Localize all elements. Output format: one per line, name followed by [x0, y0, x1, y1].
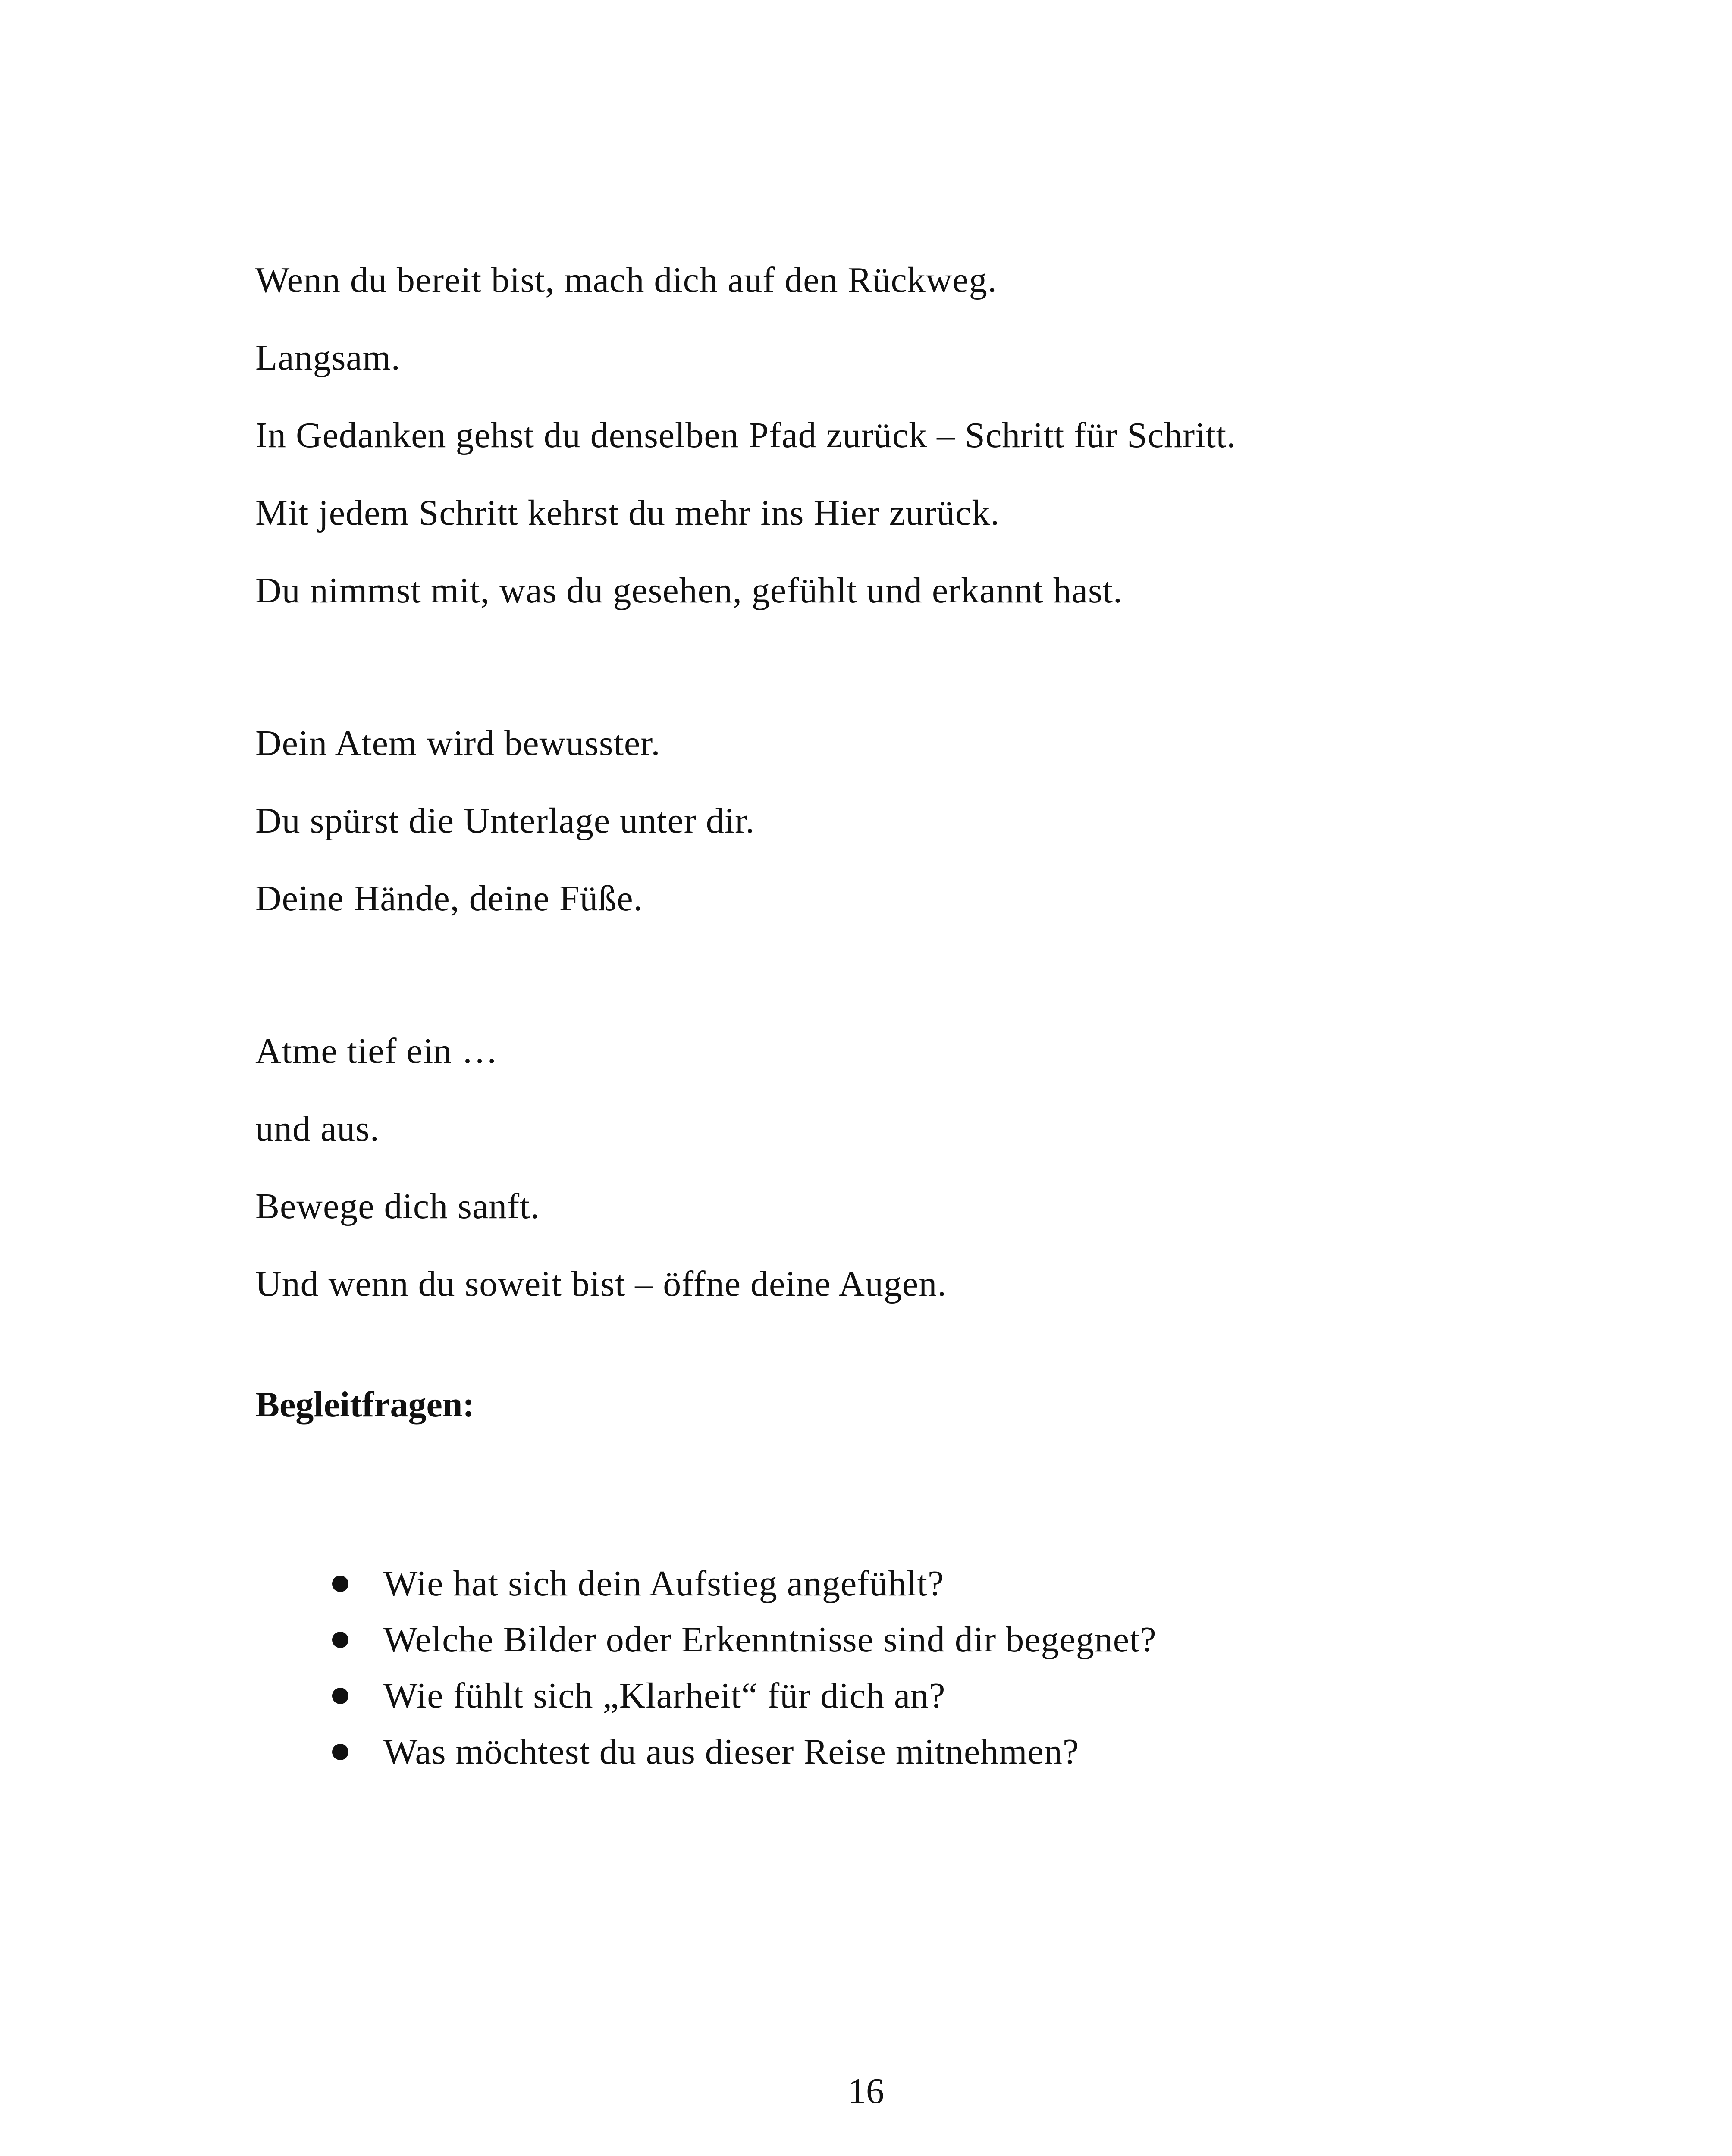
paragraph-gap [255, 630, 1549, 705]
text-line: und aus. [255, 1109, 380, 1149]
paragraph-breathing [255, 1012, 1549, 1323]
text-line: Langsam. [255, 338, 401, 378]
list-item [255, 1668, 1549, 1724]
list-item [255, 1612, 1549, 1668]
text-line: Du nimmst mit, was du gesehen, gefühlt und erkannt hast. [255, 570, 1123, 611]
bullet-icon [332, 1576, 348, 1592]
text-line: Bewege dich sanft. [255, 1186, 540, 1226]
bullet-icon [332, 1632, 348, 1648]
text-line: Mit jedem Schritt kehrst du mehr ins Hier zurück. [255, 493, 1000, 533]
text-line: In Gedanken gehst du denselben Pfad zurück – Schritt für Schritt. [255, 415, 1236, 455]
question-text: Was möchtest du aus dieser Reise mitnehmen? [383, 1732, 1079, 1772]
text-line: Deine Hände, deine Füße. [255, 878, 643, 918]
paragraph-return [255, 241, 1549, 630]
paragraph-gap [255, 937, 1549, 1012]
question-text: Wie hat sich dein Aufstieg angefühlt? [383, 1564, 944, 1604]
text-line: Und wenn du soweit bist – öffne deine Augen. [255, 1264, 947, 1304]
bullet-icon [332, 1744, 348, 1760]
question-text: Wie fühlt sich „Klarheit“ für dich an? [383, 1676, 946, 1716]
list-item [255, 1556, 1549, 1612]
section-heading: Begleitfragen: [255, 1385, 475, 1425]
text-line: Atme tief ein … [255, 1031, 499, 1071]
paragraph-body-awareness [255, 705, 1549, 937]
page-content [255, 241, 1549, 1780]
page-number: 16 [848, 2071, 884, 2111]
question-text: Welche Bilder oder Erkenntnisse sind dir begegnet? [383, 1620, 1157, 1660]
question-list [255, 1556, 1549, 1780]
text-line: Wenn du bereit bist, mach dich auf den Rückweg. [255, 260, 997, 300]
list-item [255, 1724, 1549, 1780]
bullet-icon [332, 1688, 348, 1704]
text-line: Du spürst die Unterlage unter dir. [255, 801, 755, 841]
text-line: Dein Atem wird bewusster. [255, 723, 661, 763]
